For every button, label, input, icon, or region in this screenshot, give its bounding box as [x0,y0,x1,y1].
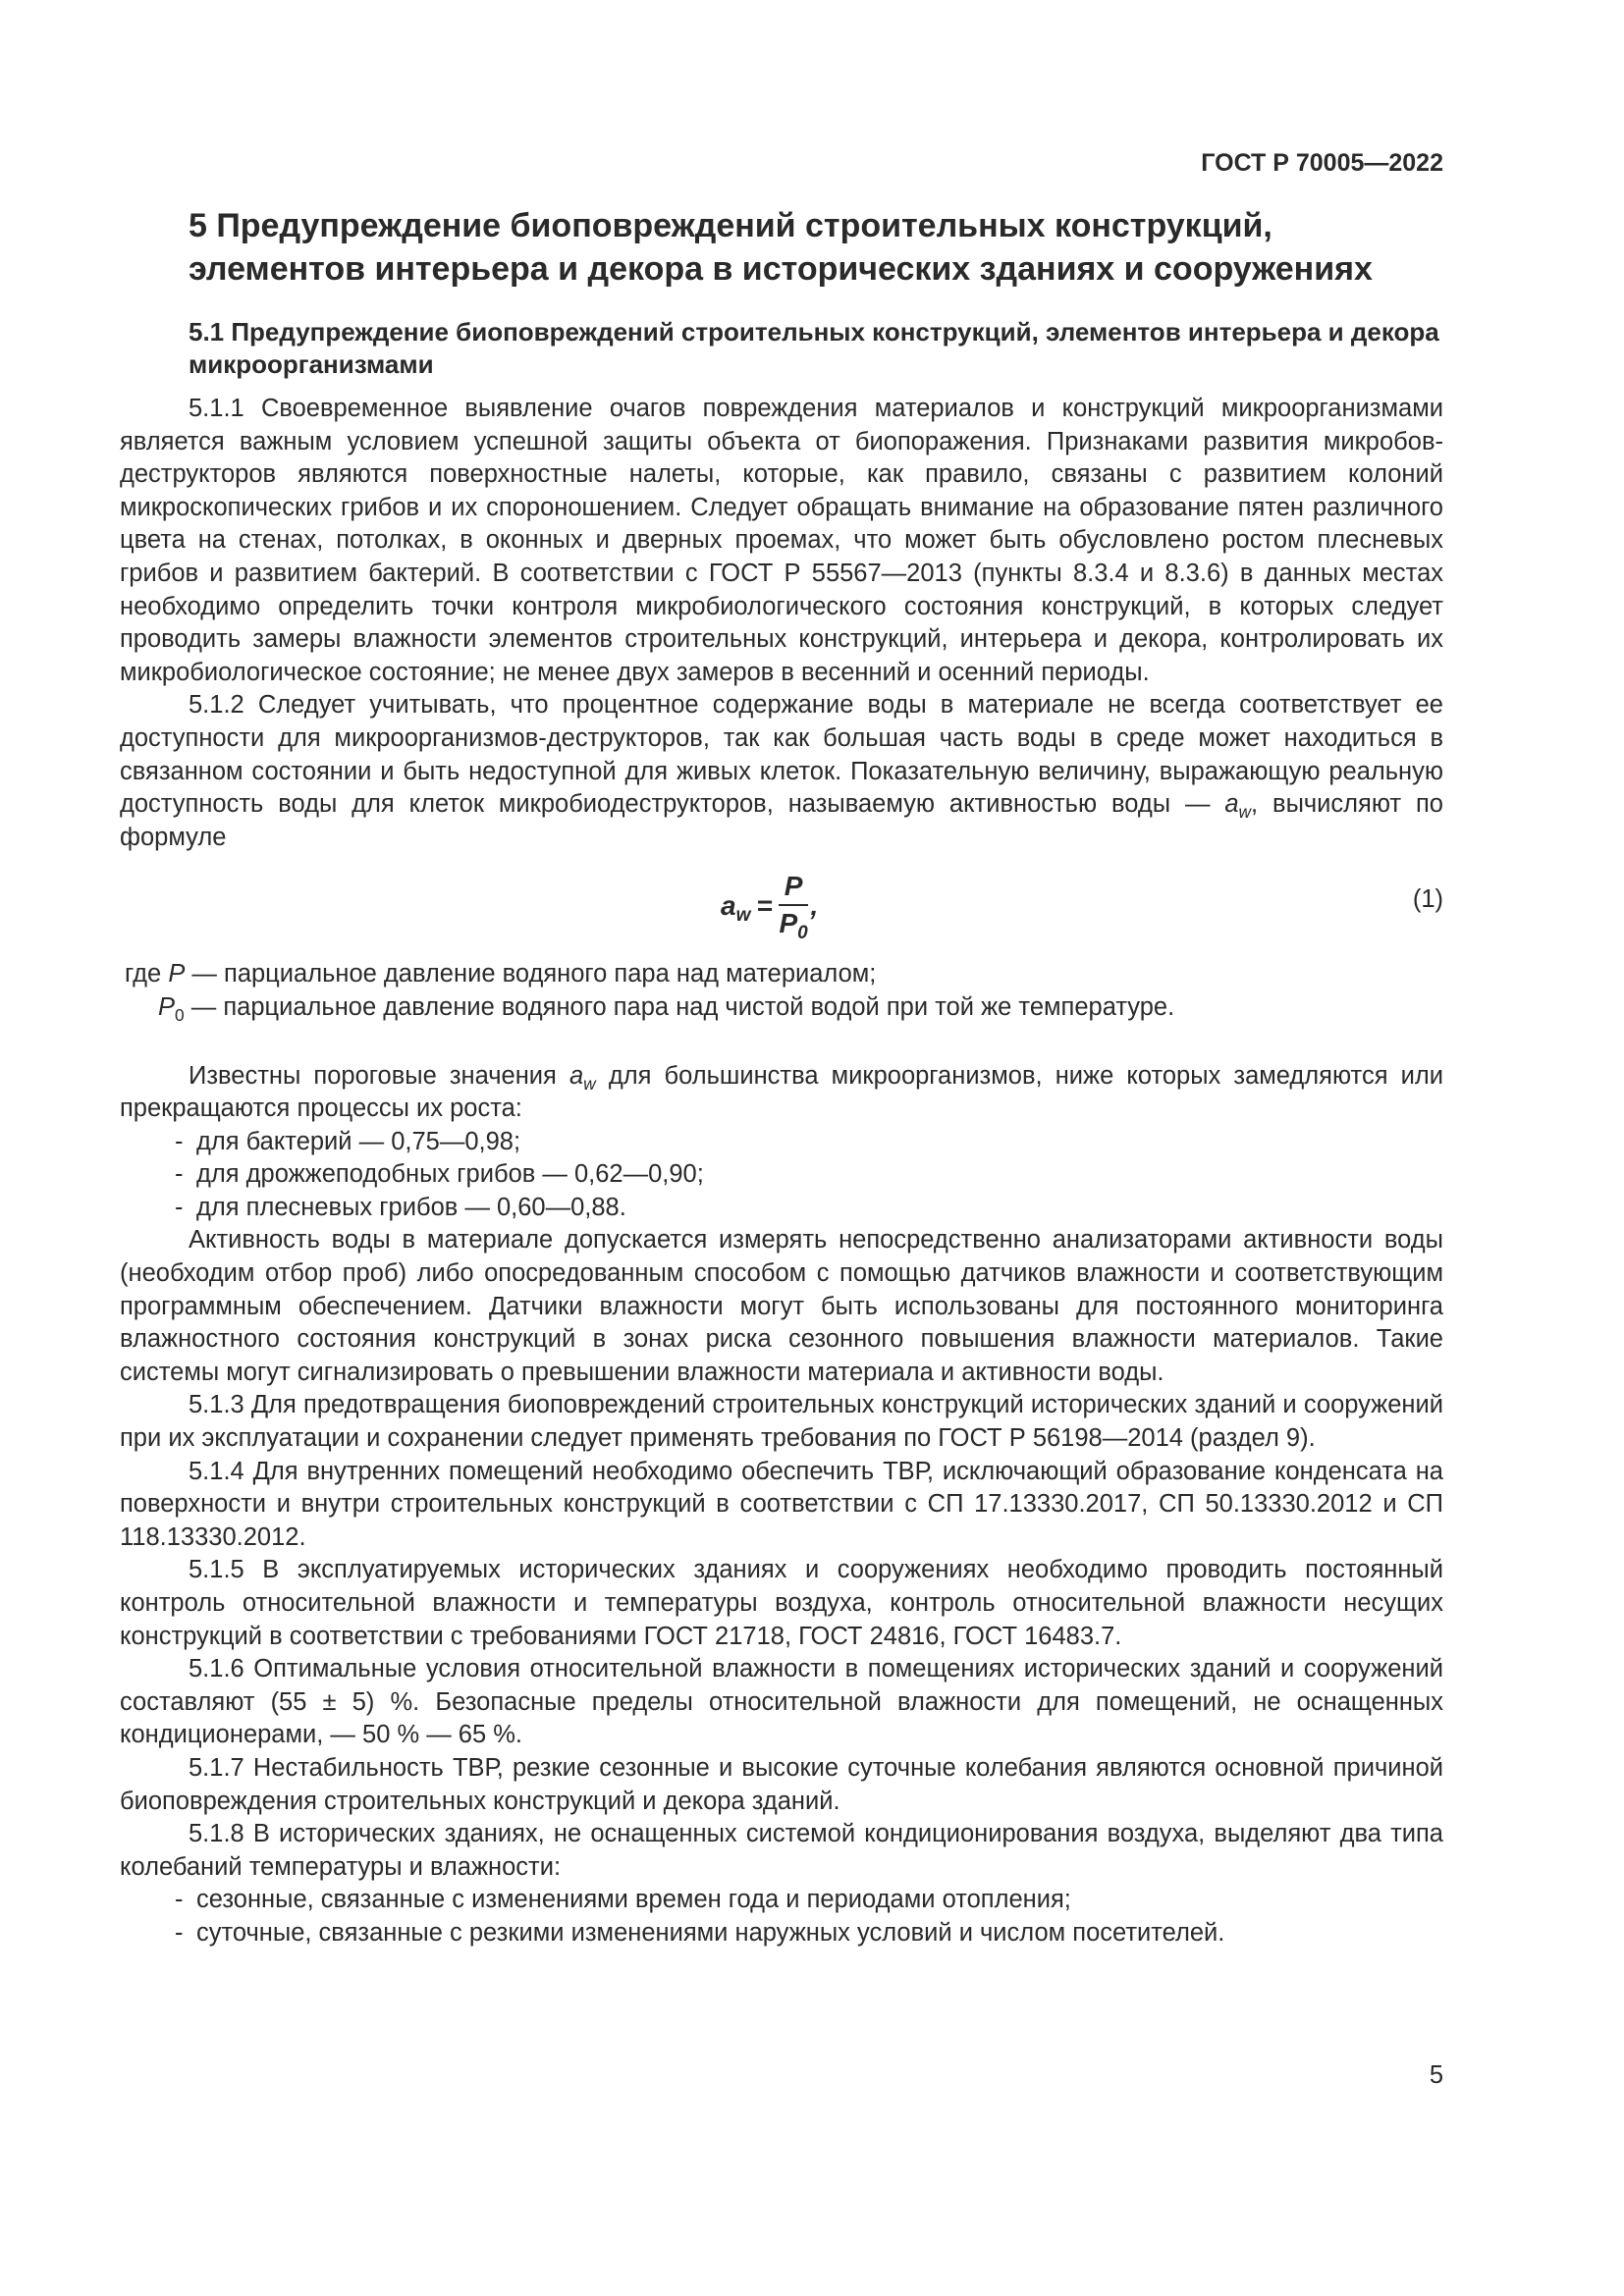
list-item: - для дрожжеподобных грибов — 0,62—0,90; [175,1160,704,1189]
subsection-title: 5.1 Предупреждение биоповреждений строительных конструкций, элементов интерьера и декора микроорганизмами [189,317,1439,379]
paragraph-5-1-8: 5.1.8 В исторических зданиях, не оснащенных системой кондиционирования воздуха, выделяют два типа колебаний температуры и влажности: [120,1820,1443,1881]
paragraph-5-1-2-text: 5.1.2 Следует учитывать, что процентное содержание воды в материале не всегда соответствует ее доступности для микроорганизмов-деструкторов, так как большая часть воды в среде может находиться в связанном состоянии и быть недоступной для живых клеток. Показательную величину, выражающую реальную доступность воды для клеток микробиодеструкторов, называемую активностью воды — [120,691,1443,819]
list-item: - для плесневых грибов — 0,60—0,88. [175,1193,626,1221]
formula-comma: , [810,889,819,921]
thresholds-list [120,1126,1443,1225]
legend-line-p0: $P_0$ — парциальное давление водяного пара над чистой водой при той же температуре. [158,992,1175,1025]
section-title: 5 Предупреждение биоповреждений строительных конструкций, элементов интерьера и декора в исторических зданиях и сооружениях [189,207,1373,288]
formula-equals: = [756,889,773,921]
list-item: - для бактерий — 0,75—0,98; [175,1127,521,1155]
formula-fraction [779,871,809,944]
formula-block [120,862,1443,952]
legend-line-p: где P — парциальное давление водяного пара над материалом; [125,960,877,988]
paragraph-5-1-2 [120,689,1443,854]
paragraph-thresholds: Известны пороговые значения $a_w$ для большинства микроорганизмов, ниже которых замедляются или прекращаются процессы их роста: [120,1061,1443,1123]
var-w-subscript: w [1238,802,1252,823]
water-activity-formula [721,871,819,944]
page-content [120,204,1443,1950]
paragraph-5-1-3: 5.1.3 Для предотвращения биоповреждений строительных конструкций исторических зданий и сооружений при их эксплуатации и сохранении следует применять требования по ГОСТ Р 56198—2014 (раздел 9). [120,1391,1443,1453]
var-a: a [1224,790,1239,819]
formula-legend [120,958,1443,1024]
paragraph-5-1-4: 5.1.4 Для внутренних помещений необходимо обеспечить ТВР, исключающий образование конденсата на поверхности и внутри строительных конструкций в соответствии с СП 17.13330.2017, СП 50.13330.2012 и СП 118.13330.2012. [120,1457,1443,1551]
paragraph-5-1-7: 5.1.7 Нестабильность ТВР, резкие сезонные и высокие суточные колебания являются основной причиной биоповреждения строительных конструкций и декора зданий. [120,1753,1443,1815]
paragraph-5-1-6: 5.1.6 Оптимальные условия относительной влажности в помещениях исторических зданий и сооружений составляют (55 ± 5) %. Безопасные пределы относительной влажности для помещений, не оснащенных кондиционерами, — 50 % — 65 %. [120,1655,1443,1749]
paragraph-activity: Активность воды в материале допускается измерять непосредственно анализаторами активности воды (необходим отбор проб) либо опосредованным способом с помощью датчиков влажности и соответствующим программным обеспечением. Датчики влажности могут быть использованы для постоянного мониторинга влажностного состояния конструкций в зонах риска сезонного повышения влажности материалов. Такие системы могут сигнализировать о превышении влажности материала и активности воды. [120,1226,1443,1386]
formula-number: (1) [1412,885,1443,914]
list-item: - суточные, связанные с резкими изменениями наружных условий и числом посетителей. [175,1918,1225,1947]
formula-denominator: $P_0$ [779,908,808,944]
list-item: - сезонные, связанные с изменениями времен года и периодами отопления; [175,1886,1071,1914]
paragraph-5-1-5: 5.1.5 В эксплуатируемых исторических зданиях и сооружениях необходимо проводить постоянный контроль относительной влажности и температуры воздуха, контроль относительной влажности несущих конструкций в соответствии с требованиями ГОСТ 21718, ГОСТ 24816, ГОСТ 16483.7. [120,1556,1443,1650]
formula-numerator: P [779,872,809,906]
paragraph-5-1-1: 5.1.1 Своевременное выявление очагов повреждения материалов и конструкций микроорганизмами является важным условием успешной защиты объекта от биопоражения. Признаками развития микробов-деструкторов являются поверхностные налеты, которые, как правило, связаны с развитием колоний микроскопических грибов и их спороношением. Следует обращать внимание на образование пятен различного цвета на стенах, потолках, в оконных и дверных проемах, что может быть обусловлено ростом плесневых грибов и развитием бактерий. В соответствии с ГОСТ Р 55567—2013 (пункты 8.3.4 и 8.3.6) в данных местах необходимо определить точки контроля микробиологического состояния конструкций, в которых следует проводить замеры влажности элементов строительных конструкций, интерьера и декора, контролировать их микробиологическое состояние; не менее двух замеров в весенний и осенний периоды. [120,395,1443,686]
fluctuations-list [120,1884,1443,1949]
paragraph-5-1-2-tail: , вычисляют по формуле [120,790,1443,851]
page-number: 5 [1429,2061,1443,2089]
formula-lhs: $a_w$ [721,889,751,926]
document-code: ГОСТ Р 70005—2022 [1201,149,1443,177]
